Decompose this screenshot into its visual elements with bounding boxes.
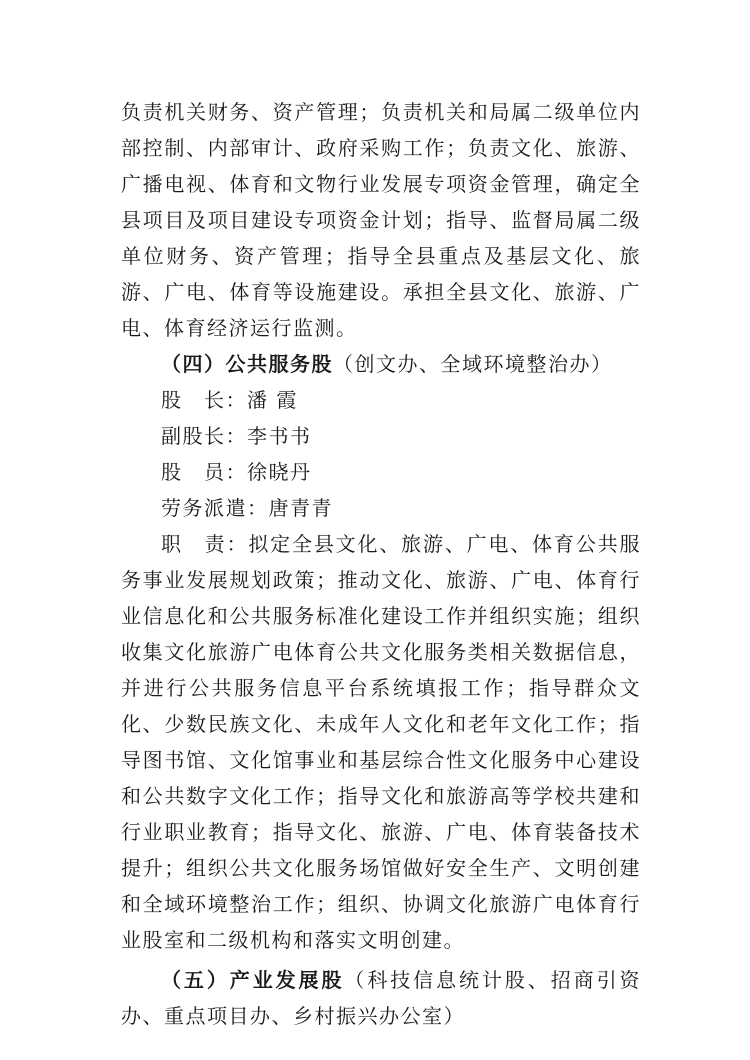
deputy-name: 李书书 [247,424,312,448]
section-5-title: （五）产业发展股 [161,968,345,992]
finance-duties-paragraph: 负责机关财务、资产管理；负责机关和局属二级单位内部控制、内部审计、政府采购工作；负责文化、旅游、广播电视、体育和文物行业发展专项资金管理，确定全县项目及项目建设专项资金计划；指导、监督局属二级单位财务、资产管理；指导全县重点及基层文化、旅游、广电、体育等设施建设。承担全县文化、旅游、广电、体育经济运行监测。 [121,100,641,340]
member-label: 股 员： [161,460,247,484]
section-4-heading [121,346,641,382]
chief-name: 潘 霞 [247,388,298,412]
document-body [121,94,641,1034]
section-4-subtitle: （创文办、全域环境整治办） [333,352,613,376]
duties-label: 职 责： [161,532,249,556]
duties-paragraph [121,526,641,958]
chief-label: 股 长： [161,388,247,412]
duties-text: 拟定全县文化、旅游、广电、体育公共服务事业发展规划政策；推动文化、旅游、广电、体育行业信息化和公共服务标准化建设工作并组织实施；组织收集文化旅游广电体育公共文化服务类相关数据信息，并进行公共服务信息平台系统填报工作；指导群众文化、少数民族文化、未成年人文化和老年文化工作；指导图书馆、文化馆事业和基层综合性文化服务中心建设和公共数字文化工作；指导文化和旅游高等学校共建和行业职业教育；指导文化、旅游、广电、体育装备技术提升；组织公共文化服务场馆做好安全生产、文明创建和全域环境整治工作；组织、协调文化旅游广电体育行业股室和二级机构和落实文明创建。 [121,532,642,952]
dispatch-line [121,490,641,526]
deputy-line [121,418,641,454]
section-4-title: （四）公共服务股 [161,352,333,376]
dispatch-name: 唐青青 [268,496,333,520]
chief-line [121,382,641,418]
section-5-heading [121,962,641,1034]
member-line [121,454,641,490]
member-name: 徐晓丹 [247,460,312,484]
deputy-label: 副股长： [161,424,247,448]
dispatch-label: 劳务派遣： [161,496,269,520]
section-5-subtitle: （科技信息统计股、招商引资办、重点项目办、乡村振兴办公室） [121,968,642,1028]
